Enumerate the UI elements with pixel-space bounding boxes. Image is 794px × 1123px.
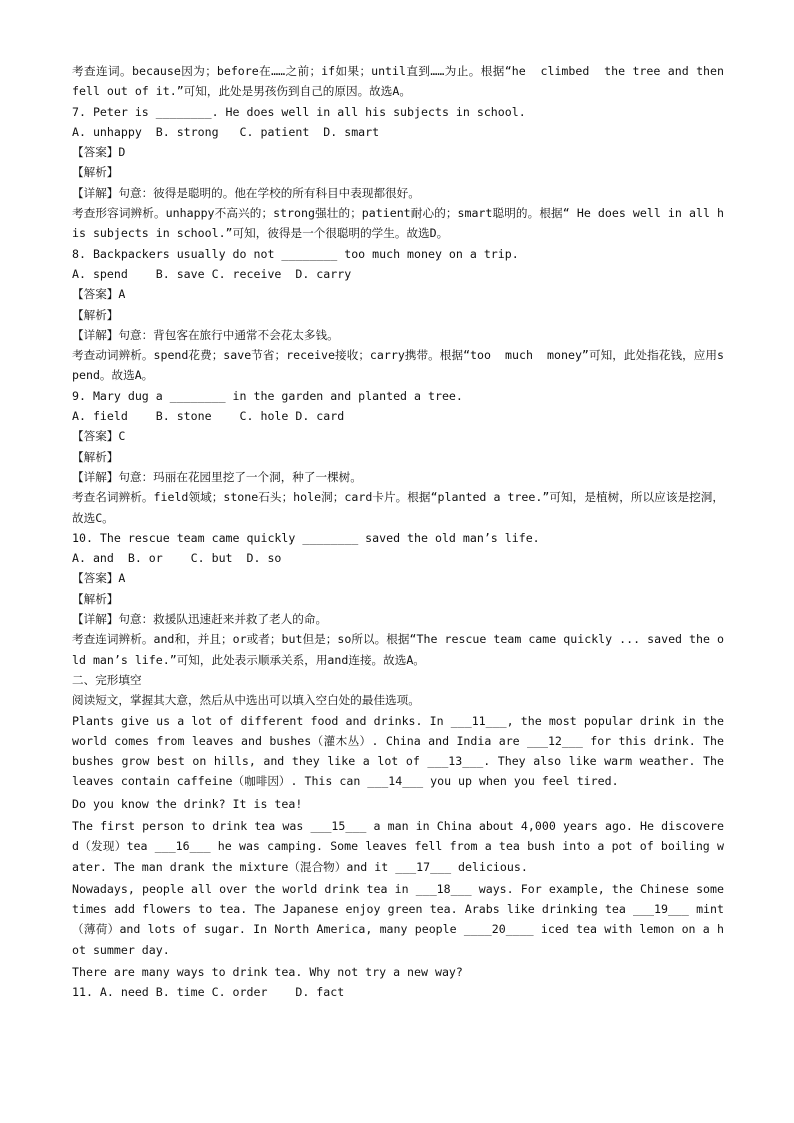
q10-stem: 10. The rescue team came quickly ________ saved the old man’s life. <box>72 530 540 545</box>
q6-explanation: 考查连词。because因为；before在……之前；if如果；until直到……为止。根据“he climbed the tree and then fell out of it.”可知，此处是男孩伤到自己的原因。故选A。 <box>72 64 731 99</box>
document-page <box>72 61 731 1003</box>
q8-detail: 【详解】句意：背包客在旅行中通常不会花太多钱。 <box>72 327 339 342</box>
q7-analysis-label: 【解析】 <box>72 165 119 180</box>
q10-answer: 【答案】A <box>72 571 126 586</box>
q7-answer: 【答案】D <box>72 145 126 160</box>
passage-paragraph-1: Plants give us a lot of different food and drinks. In ___11___, the most popular drink in the world comes from leaves and bushes（灌木丛）. China and India are ___12___ for this drink. The bushes grow best on hills, and they like a lot of ___13___. They also like warm weather. The leaves contain caffeine（咖啡因）. This can ___14___ you up when you feel tired. <box>72 713 731 789</box>
q9-explanation: 考查名词辨析。field领域；stone石头；hole洞；card卡片。根据“planted a tree.”可知，是植树，所以应该是挖洞，故选C。 <box>72 490 724 525</box>
q8-explanation: 考查动词辨析。spend花费；save节省；receive接收；carry携带。根据“too much money”可知，此处指花钱，应用spend。故选A。 <box>72 348 724 383</box>
q9-detail: 【详解】句意：玛丽在花园里挖了一个洞，种了一棵树。 <box>72 469 362 484</box>
q10-analysis-label: 【解析】 <box>72 591 119 606</box>
q10-explanation: 考查连词辨析。and和，并且；or或者；but但是；so所以。根据“The rescue team came quickly ... saved the old man’s life.”可知，此处表示顺承关系，用and连接。故选A。 <box>72 632 724 667</box>
q10-detail: 【详解】句意：救援队迅速赶来并救了老人的命。 <box>72 612 328 627</box>
q8-answer: 【答案】A <box>72 287 126 302</box>
q9-answer: 【答案】C <box>72 429 126 444</box>
q8-stem: 8. Backpackers usually do not ________ too much money on a trip. <box>72 246 519 261</box>
q7-options: A. unhappy B. strong C. patient D. smart <box>72 124 380 139</box>
q10-options: A. and B. or C. but D. so <box>72 551 282 566</box>
passage-paragraph-3: The first person to drink tea was ___15___ a man in China about 4,000 years ago. He discovered（发现）tea ___16___ he was camping. Some leaves fell from a tea bush into a pot of boiling water. The man drank the mixture（混合物）and it ___17___ delicious. <box>72 818 724 874</box>
q9-options: A. field B. stone C. hole D. card <box>72 409 345 424</box>
passage-paragraph-2: Do you know the drink? It is tea! <box>72 796 303 811</box>
q8-analysis-label: 【解析】 <box>72 307 119 322</box>
q7-explanation: 考查形容词辨析。unhappy不高兴的；strong强壮的；patient耐心的；smart聪明的。根据“ He does well in all his subjects in school.”可知，彼得是一个很聪明的学生。故选D。 <box>72 206 724 241</box>
section-instruction: 阅读短文，掌握其大意，然后从中选出可以填入空白处的最佳选项。 <box>72 693 420 708</box>
passage-paragraph-4: Nowadays, people all over the world drink tea in ___18___ ways. For example, the Chinese sometimes add flowers to tea. The Japanese enjoy green tea. Arabs like drinking tea ___19___ mint（薄荷）and lots of sugar. In North America, many people ____20____ iced tea with lemon on a hot summer day. <box>72 881 724 957</box>
q8-options: A. spend B. save C. receive D. carry <box>72 266 352 281</box>
q9-analysis-label: 【解析】 <box>72 449 119 464</box>
q9-stem: 9. Mary dug a ________ in the garden and planted a tree. <box>72 388 463 403</box>
passage-paragraph-5: There are many ways to drink tea. Why not try a new way? <box>72 965 463 980</box>
q7-stem: 7. Peter is ________. He does well in all his subjects in school. <box>72 104 526 119</box>
section-heading: 二、完形填空 <box>72 672 142 687</box>
q7-detail: 【详解】句意：彼得是聪明的。他在学校的所有科目中表现都很好。 <box>72 185 420 200</box>
q11-options: 11. A. need B. time C. order D. fact <box>72 985 345 1000</box>
